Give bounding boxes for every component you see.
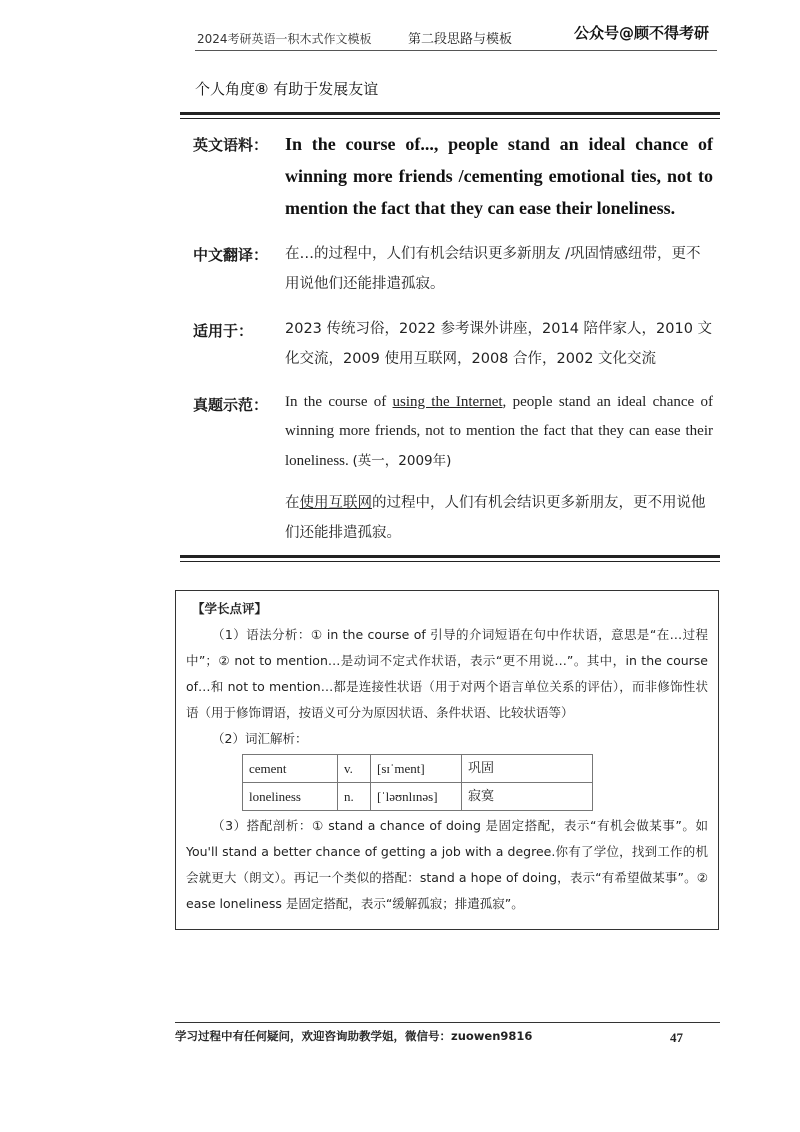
applies-label: 适用于： — [193, 322, 254, 340]
header-chapter: 第二段思路与模板 — [408, 32, 513, 47]
chinese-translation-label: 中文翻译： — [193, 246, 269, 264]
senior-comment-box — [175, 590, 719, 930]
footer-divider — [175, 1022, 720, 1023]
example-cn-before: 在 — [285, 495, 300, 511]
page-number: 47 — [670, 1030, 683, 1045]
header-account: 公众号@顾不得考研 — [573, 24, 709, 42]
top-double-divider — [180, 112, 720, 119]
vocab-pos: n. — [338, 783, 371, 811]
collocation-analysis: （3）搭配剖析：① stand a chance of doing 是固定搭配，表示“有机会做某事”。如 You'll stand a better chance of getting a job with a degree.你有了学位，找到工作的机会就更大（朗文）。再记一个类似的搭配：stand a hope of doing，表示“有希望做某事”。② ease loneliness 是固定搭配，表示“缓解孤寂；排遣孤寂”。 — [186, 818, 708, 911]
vocab-meaning: 寂寞 — [462, 783, 593, 811]
vocab-ipa: [sɪˈment] — [371, 755, 462, 783]
example-source: (英一，2009年) — [352, 453, 452, 469]
table-row — [243, 755, 593, 783]
english-corpus-label: 英文语料： — [193, 136, 269, 154]
chinese-translation-text: 在…的过程中，人们有机会结识更多新朋友 /巩固情感纽带，更不用说他们还能排遣孤寂。 — [285, 246, 701, 292]
example-english — [285, 388, 713, 476]
vocab-word: loneliness — [243, 783, 338, 811]
section-title: 个人角度⑧ 有助于发展友谊 — [195, 80, 379, 98]
example-label: 真题示范： — [193, 396, 269, 414]
example-cn-after: 的过程中，人们有机会结识更多新朋友，更不用说他们还能排遣孤寂。 — [285, 495, 706, 541]
comment-title: 【学长点评】 — [192, 601, 268, 616]
table-row — [243, 783, 593, 811]
vocab-table — [242, 754, 593, 811]
bottom-double-divider — [180, 555, 720, 562]
example-chinese — [285, 488, 713, 548]
example-en-before: In the course of — [285, 394, 393, 410]
header-divider — [195, 50, 717, 51]
page-header — [195, 22, 715, 48]
vocab-word: cement — [243, 755, 338, 783]
grammar-analysis: （1）语法分析：① in the course of 引导的介词短语在句中作状语，意思是“在…过程中”；② not to mention…是动词不定式作状语，表示“更不用说…”。其中，in the course of…和 not to mention…都是连接性状语（用于对两个语言单位关系的评估），而非修饰性状语（用于修饰谓语，按语义可分为原因状语、条件状语、比较状语等） — [186, 627, 708, 720]
vocab-pos: v. — [338, 755, 371, 783]
applies-text: 2023 传统习俗，2022 参考课外讲座，2014 陪伴家人，2010 文化交流，2009 使用互联网，2008 合作，2002 文化交流 — [285, 321, 713, 367]
example-en-underlined: using the Internet — [392, 394, 503, 410]
header-book-title: 2024考研英语一积木式作文模板 — [197, 32, 372, 46]
vocab-meaning: 巩固 — [462, 755, 593, 783]
vocab-title: （2）词汇解析： — [212, 731, 308, 746]
example-en-after: , people stand an ideal chance of winning more friends, not to mention the fact that they can ease their loneliness. — [285, 394, 713, 469]
vocab-ipa: [ˈləʊnlɪnəs] — [371, 783, 462, 811]
footer-contact: 学习过程中有任何疑问，欢迎咨询助教学姐，微信号：zuowen9816 — [175, 1029, 533, 1043]
english-corpus-text: In the course of..., people stand an ideal chance of winning more friends /cementing emotional ties, not to mention the fact that they can ease their loneliness. — [285, 134, 713, 218]
example-cn-underlined: 使用互联网 — [299, 495, 372, 511]
